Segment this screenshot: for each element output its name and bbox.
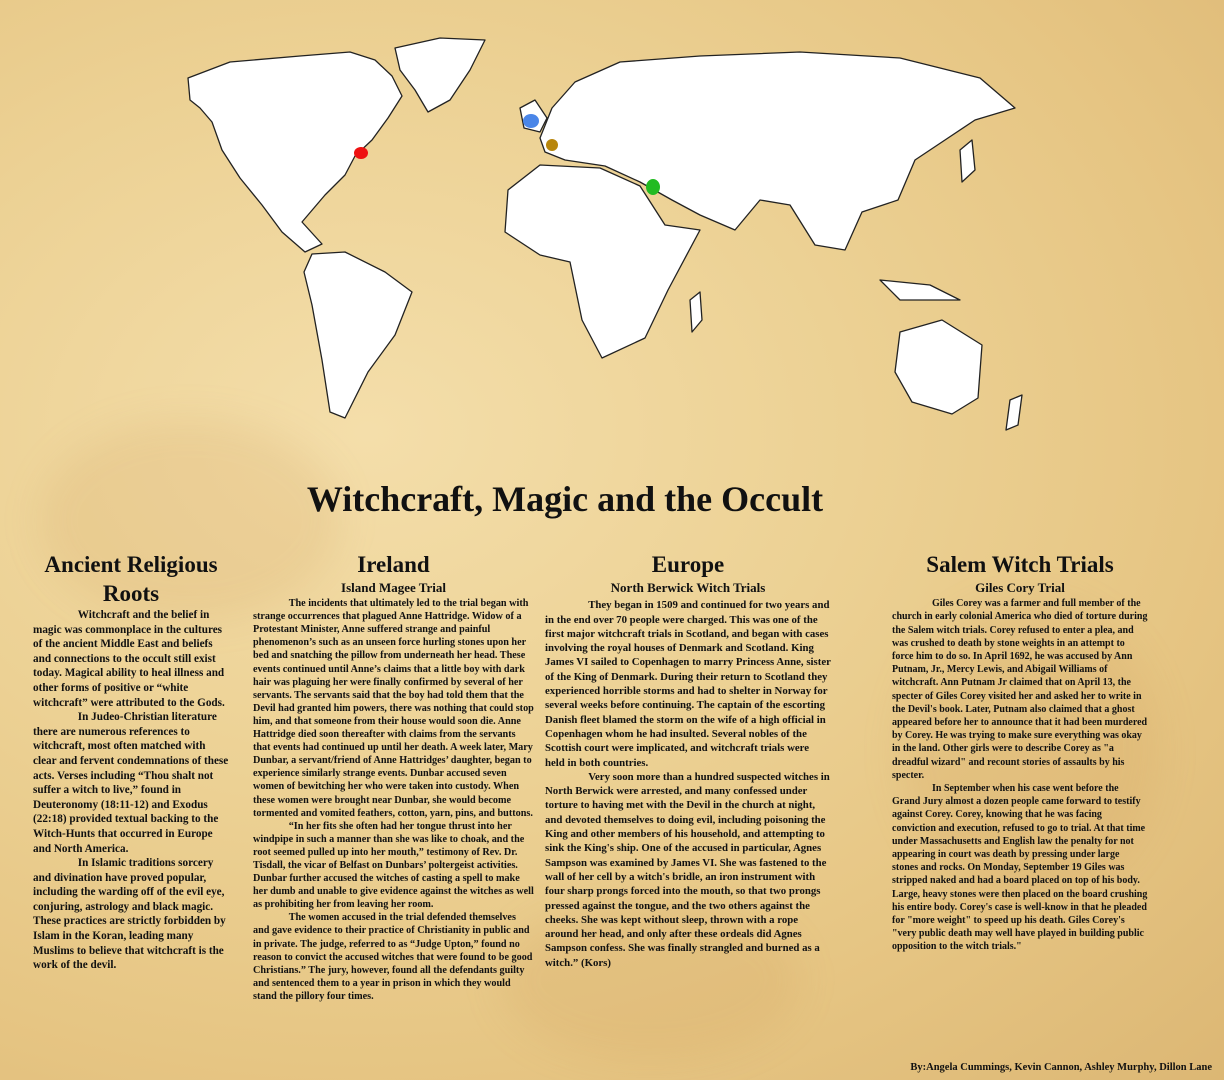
section-heading: Europe	[651, 552, 725, 577]
marker-middle-east	[646, 179, 660, 195]
author-credit: By:Angela Cummings, Kevin Cannon, Ashley Murphy, Dillon Lane	[910, 1062, 1212, 1073]
section-ireland	[253, 550, 534, 1003]
section-heading: Ancient Religious Roots	[44, 552, 218, 606]
paragraph: They began in 1509 and continued for two years and in the end over 70 people were charged. This was one of the first major witchcraft trials in Scotland, and began with cases involving the royal houses of Denmark and Scotland. King James VI sailed to Copenhagen to marry Princess Anne, sister of the King of Denmark. During their return to Scotland they experienced horrible storms and had to shelter in Norway for several weeks before continuing. The captain of the escorting Danish fleet blamed the storm on the wife of a high official in Copenhagen whom he had insulted. Several nobles of the Scottish court were implicated, and witchcraft trials were held in both countries.	[545, 599, 831, 769]
paragraph: The incidents that ultimately led to the trial began with strange occurrences that plagued Anne Hattridge. Widow of a Protestant Minister, Anne suffered strange and painful phenomenon’s such as an unseen force hurling stones upon her bed and snatching the pillow from underneath her head. These events continued until Anne’s claims that a little boy with dark hair was plaguing her were finally confirmed by several of her servants. The servants said that the boy had told them that the Devil had granted him powers, there was nothing that could stop him, and that someone from their house would soon die. Anne Hattridge died soon thereafter with claims from the servants that events had continued up until her death. A week later, Mary Dunbar, a servant/friend of Anne Hattridges’ daughter, began to experience similarly strange events. Dunbar accused seven women of bewitching her who were taken into custody. When these women were brought near Dunbar, she would become tormented and vomited feathers, cotton, yarn, pins, and buttons.	[253, 598, 534, 819]
paragraph: Very soon more than a hundred suspected witches in North Berwick were arrested, and many confessed under torture to having met with the Devil in the church at night, and devoted themselves to doing evil, including poisoning the King and other members of his household, and attempting to sink the King's ship. One of the accused in particular, Agnes Sampson was examined by James VI. She was fastened to the wall of her cell by a witch's bridle, an iron instrument with four sharp prongs forced into the mouth, so that two prongs pressed against the tongue, and the two others against the cheeks. She was kept without sleep, thrown with a rope around her head, and only after these ordeals did Agnes Sampson confess. She was finally strangled and burned as a witch.” (Kors)	[545, 770, 830, 969]
marker-salem	[354, 147, 368, 159]
paragraph: In Islamic traditions sorcery and divination have proved popular, including the warding off of the evil eye, conjuring, astrology and black magic. These practices are strictly forbidden by Islam in the Koran, leading many Muslims to believe that witchcraft is the work of the devil.	[33, 857, 226, 972]
world-map	[0, 0, 1224, 470]
new-zealand	[1006, 395, 1022, 430]
indonesia	[880, 280, 960, 300]
section-subheading: Island Magee Trial	[341, 580, 446, 595]
australia	[895, 320, 982, 414]
section-ancient-roots	[33, 550, 229, 973]
paragraph: In September when his case went before the Grand Jury almost a dozen people came forward to testify against Corey. Corey, knowing that he was facing conviction and execution, refused to go to trial. At that time under Massachusetts and English law the penalty for not appearing in court was death by pressing under large stones and rocks. On Monday, September 19 Giles was stripped naked and had a board placed on top of his body. Large, heavy stones were then placed on the board crushing his entire body. Corey's case is well-know in that he pleaded for "more weight" to speed up his death. Giles Corey's "very public death may well have played in building public opposition to the witch trials."	[892, 783, 1148, 953]
north-america	[188, 52, 402, 252]
section-subheading: Giles Cory Trial	[975, 580, 1065, 595]
paragraph: “In her fits she often had her tongue thrust into her windpipe in such a manner than she was like to choak, and the root seemed pulled up into her mouth,” testimony of Rev. Dr. Tisdall, the vicar of Belfast on Dunbars’ poltergeist activities. Dunbar further accused the witches of casting a spell to make her dumb and unable to give evidence against the witches as well as prohibiting her from leaving her room.	[253, 820, 534, 911]
section-europe	[545, 550, 831, 970]
paragraph: Witchcraft and the belief in magic was commonplace in the cultures of the ancient Middle East and beliefs and connections to the occult still exist today. Magical ability to heal illness and other forms of positive or “white witchcraft” were attributed to the Gods.	[33, 609, 225, 709]
marker-ireland	[546, 139, 558, 151]
section-subheading: North Berwick Witch Trials	[610, 580, 766, 595]
paragraph: Giles Corey was a farmer and full member of the church in early colonial America who died of torture during the Salem witch trials. Corey refused to enter a plea, and was crushed to death by stone weights in an attempt to force him to do so. In April 1692, he was accused by Ann Putnam, Jr., Mercy Lewis, and Abigail Williams of witchcraft. Ann Putnam Jr claimed that on April 13, the specter of Giles Corey visited her and asked her to write in the Devil's book. Later, Putnam also claimed that a ghost appeared before her to announce that it had been murdered by Corey. He was trying to make sure everything was okay in the land. Other girls were to describe Corey as "a dreadful wizard" and recount stories of assaults by his specter.	[892, 598, 1148, 781]
greenland	[395, 38, 485, 112]
paragraph: The women accused in the trial defended themselves and gave evidence to their practice of Christianity in public and in private. The judge, referred to as “Judge Upton,” found no reason to convict the accused witches that were found to be good Christians.” The jury, however, found all the defendants guilty and sentenced them to a year in prison in which they would stand the pillory four times.	[253, 912, 533, 1002]
south-america	[304, 252, 412, 418]
section-salem	[892, 550, 1148, 954]
section-heading: Ireland	[357, 552, 430, 577]
madagascar	[690, 292, 702, 332]
marker-scotland	[523, 114, 539, 128]
paragraph: In Judeo-Christian literature there are numerous references to witchcraft, most often matched with clear and fervent condemnations of these acts. Verses including “Thou shalt not suffer a witch to live,” found in Deuteronomy (18:11-12) and Exodus (22:18) provided textual backing to the Witch-Hunts that occurred in Europe and North America.	[33, 711, 229, 855]
section-heading: Salem Witch Trials	[926, 552, 1114, 577]
poster-title: Witchcraft, Magic and the Occult	[306, 479, 824, 519]
japan	[960, 140, 975, 182]
